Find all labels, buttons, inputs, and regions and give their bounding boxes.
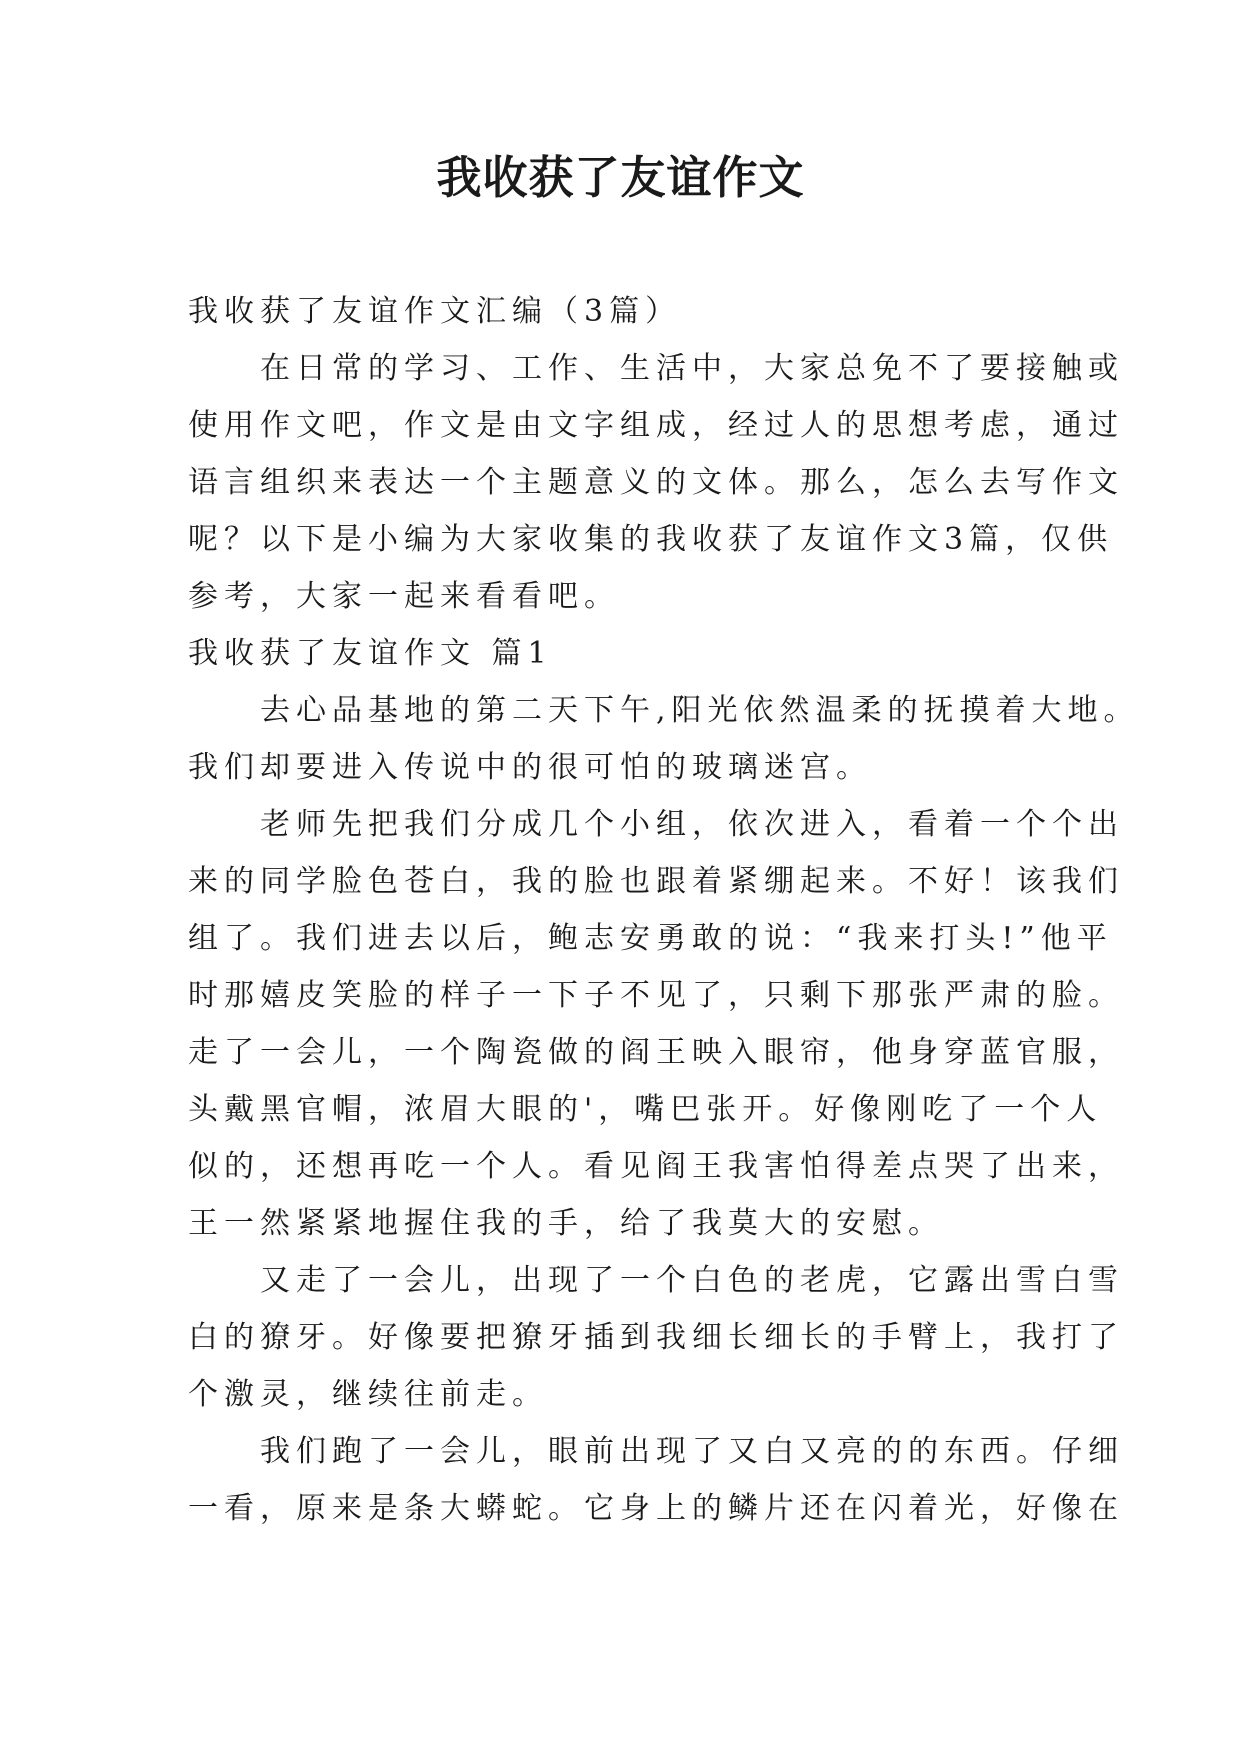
text-line: 组了。我们进去以后，鲍志安勇敢的说：“我来打头!”他平 <box>188 921 1113 956</box>
text-line: 时那嬉皮笑脸的样子一下子不见了，只剩下那张严肃的脸。 <box>188 978 1124 1013</box>
text-line: 我们跑了一会儿，眼前出现了又白又亮的的东西。仔细 <box>260 1434 1124 1469</box>
text-line: 王一然紧紧地握住我的手，给了我莫大的安慰。 <box>188 1206 944 1241</box>
text-line: 使用作文吧，作文是由文字组成，经过人的思想考虑，通过 <box>188 408 1124 443</box>
text-line: 个激灵，继续往前走。 <box>188 1377 548 1412</box>
text-line: 来的同学脸色苍白，我的脸也跟着紧绷起来。不好！该我们 <box>188 864 1124 899</box>
text-line: 头戴黑官帽，浓眉大眼的'，嘴巴张开。好像刚吃了一个人 <box>188 1092 1103 1127</box>
text-line: 我收获了友谊作文 篇1 <box>188 636 553 671</box>
text-line: 一看，原来是条大蟒蛇。它身上的鳞片还在闪着光，好像在 <box>188 1491 1124 1526</box>
document-title: 我收获了友谊作文 <box>436 151 805 204</box>
text-line: 我们却要进入传说中的很可怕的玻璃迷宫。 <box>188 750 872 785</box>
text-line: 在日常的学习、工作、生活中，大家总免不了要接触或 <box>260 351 1124 386</box>
text-line: 语言组织来表达一个主题意义的文体。那么，怎么去写作文 <box>188 465 1124 500</box>
text-line: 老师先把我们分成几个小组，依次进入，看着一个个出 <box>260 807 1124 842</box>
text-line: 去心品基地的第二天下午,阳光依然温柔的抚摸着大地。 <box>260 693 1140 728</box>
text-line: 呢？以下是小编为大家收集的我收获了友谊作文3篇，仅供 <box>188 522 1114 557</box>
text-line: 走了一会儿，一个陶瓷做的阎王映入眼帘，他身穿蓝官服， <box>188 1035 1124 1070</box>
text-line: 又走了一会儿，出现了一个白色的老虎，它露出雪白雪 <box>260 1263 1124 1298</box>
document-body <box>188 283 1140 1537</box>
text-line: 似的，还想再吃一个人。看见阎王我害怕得差点哭了出来， <box>188 1149 1124 1184</box>
text-line: 参考，大家一起来看看吧。 <box>188 579 620 614</box>
text-line: 我收获了友谊作文汇编（3篇） <box>188 294 682 329</box>
text-line: 白的獠牙。好像要把獠牙插到我细长细长的手臂上，我打了 <box>188 1320 1124 1355</box>
